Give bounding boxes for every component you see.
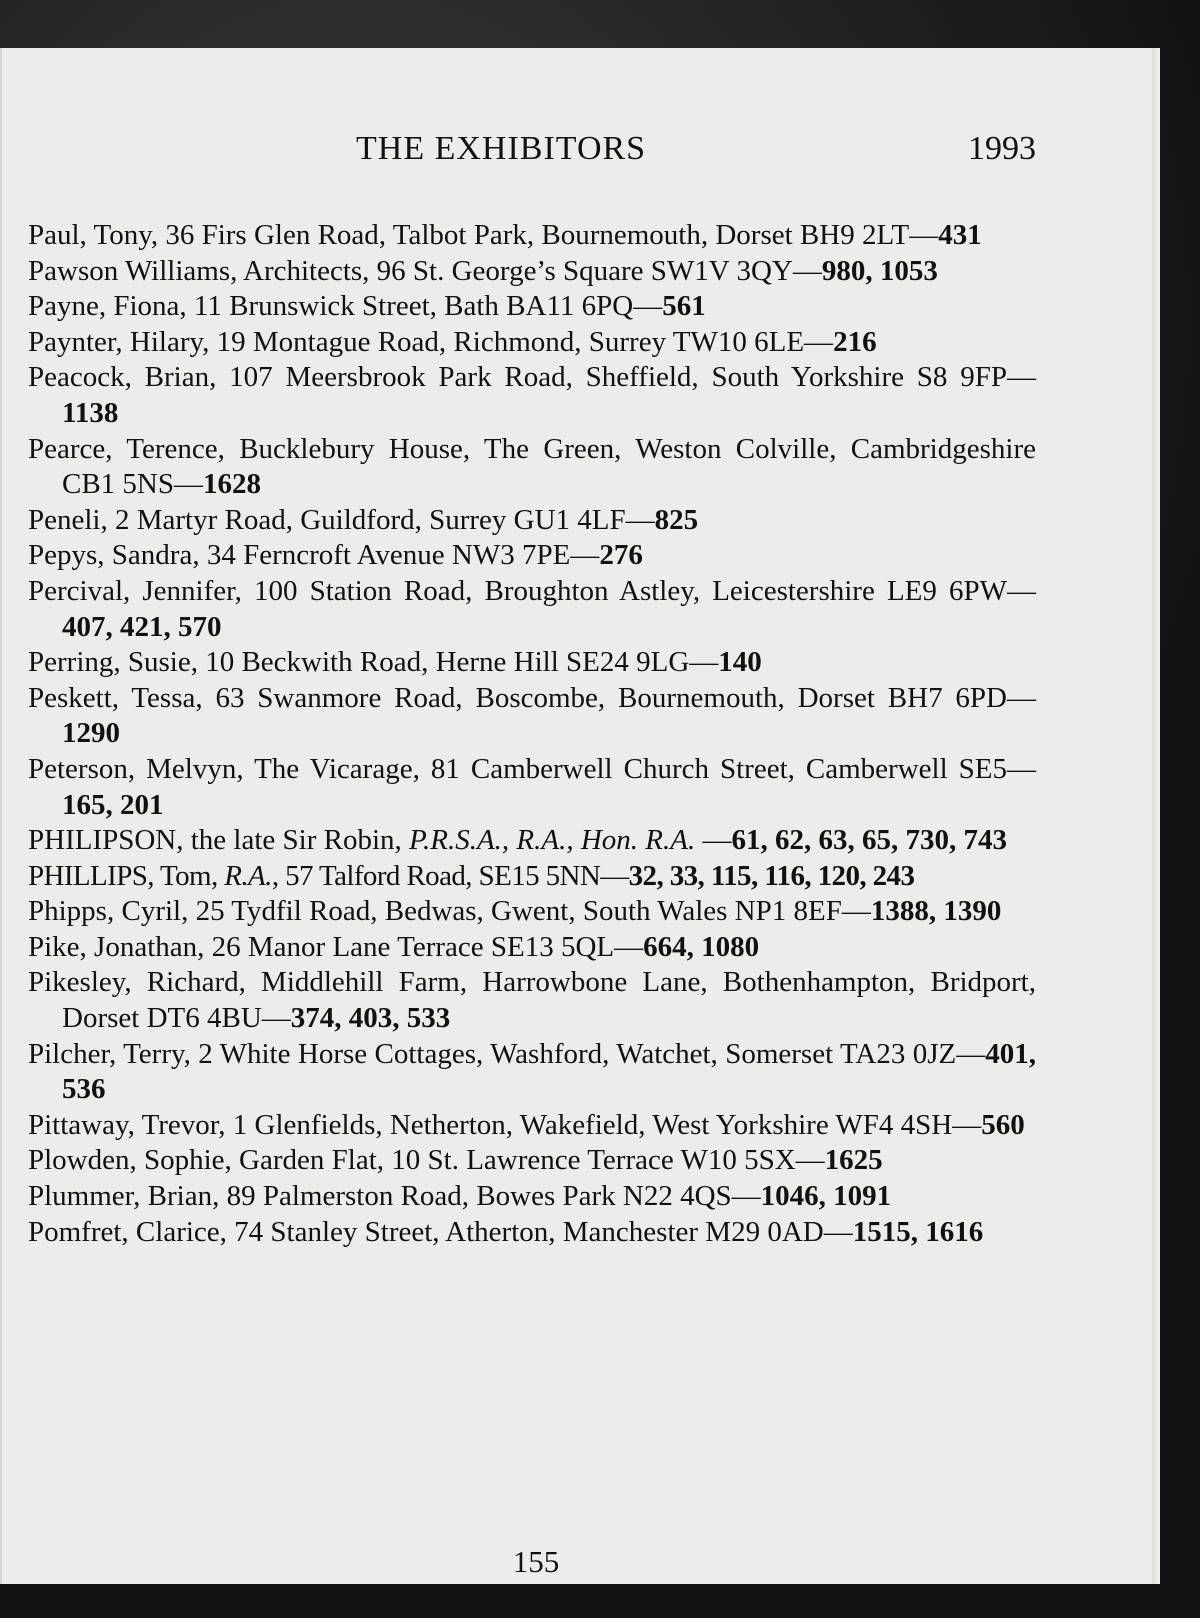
exhibitor-entry: PHILLIPS, Tom, R.A., 57 Talford Road, SE15 5NN—32, 33, 115, 116, 120, 243: [28, 859, 915, 892]
exhibitor-entry: Plowden, Sophie, Garden Flat, 10 St. Lawrence Terrace W10 5SX—1625: [28, 1144, 883, 1177]
exhibitor-entry: Pilcher, Terry, 2 White Horse Cottages, Washford, Watchet, Somerset TA23 0JZ—401, 536: [28, 1037, 1036, 1106]
exhibitor-entry: Pike, Jonathan, 26 Manor Lane Terrace SE13 5QL—664, 1080: [28, 930, 760, 963]
exhibitor-entry: Peterson, Melvyn, The Vicarage, 81 Camberwell Church Street, Camberwell SE5—165, 201: [28, 752, 1036, 821]
exhibitor-entry: Paynter, Hilary, 19 Montague Road, Richmond, Surrey TW10 6LE—216: [28, 325, 877, 358]
book-page: [0, 48, 1160, 1584]
page-number: 155: [512, 1544, 560, 1579]
exhibitor-entry: Pepys, Sandra, 34 Ferncroft Avenue NW3 7PE—276: [28, 539, 643, 572]
exhibitor-entry: Pikesley, Richard, Middlehill Farm, Harrowbone Lane, Bothenhampton, Bridport, Dorset DT6 4BU—374, 403, 533: [28, 966, 1036, 1035]
exhibitor-entry: Pearce, Terence, Bucklebury House, The Green, Weston Colville, Cambridgeshire CB1 5NS—1628: [28, 432, 1036, 501]
exhibitor-entry: Peskett, Tessa, 63 Swanmore Road, Boscombe, Bournemouth, Dorset BH7 6PD—1290: [28, 681, 1036, 750]
running-title: THE EXHIBITORS: [356, 130, 647, 167]
exhibitor-entry: Pittaway, Trevor, 1 Glenfields, Netherton, Wakefield, West Yorkshire WF4 4SH—560: [28, 1108, 1025, 1141]
exhibitor-entry: Pomfret, Clarice, 74 Stanley Street, Atherton, Manchester M29 0AD—1515, 1616: [28, 1215, 984, 1248]
running-year: 1993: [968, 130, 1036, 167]
exhibitor-entry: Percival, Jennifer, 100 Station Road, Broughton Astley, Leicestershire LE9 6PW—407, 421, 570: [28, 574, 1036, 643]
exhibitor-entry: Perring, Susie, 10 Beckwith Road, Herne Hill SE24 9LG—140: [28, 646, 762, 679]
exhibitor-entry: Phipps, Cyril, 25 Tydfil Road, Bedwas, Gwent, South Wales NP1 8EF—1388, 1390: [28, 895, 1002, 928]
exhibitor-entry: Plummer, Brian, 89 Palmerston Road, Bowes Park N22 4QS—1046, 1091: [28, 1180, 892, 1213]
exhibitor-entry: PHILIPSON, the late Sir Robin, P.R.S.A., R.A., Hon. R.A. —61, 62, 63, 65, 730, 743: [28, 824, 1007, 857]
exhibitor-list: [28, 218, 1036, 1250]
exhibitor-entry: Pawson Williams, Architects, 96 St. George’s Square SW1V 3QY—980, 1053: [28, 254, 938, 287]
exhibitor-entry: Payne, Fiona, 11 Brunswick Street, Bath BA11 6PQ—561: [28, 290, 706, 323]
exhibitor-entry: Paul, Tony, 36 Firs Glen Road, Talbot Park, Bournemouth, Dorset BH9 2LT—431: [28, 219, 982, 251]
exhibitor-entry: Peacock, Brian, 107 Meersbrook Park Road, Sheffield, South Yorkshire S8 9FP—1138: [28, 361, 1036, 429]
exhibitor-entry: Peneli, 2 Martyr Road, Guildford, Surrey GU1 4LF—825: [28, 503, 699, 536]
page-edge: [1152, 48, 1160, 1584]
running-head: [0, 130, 1160, 174]
